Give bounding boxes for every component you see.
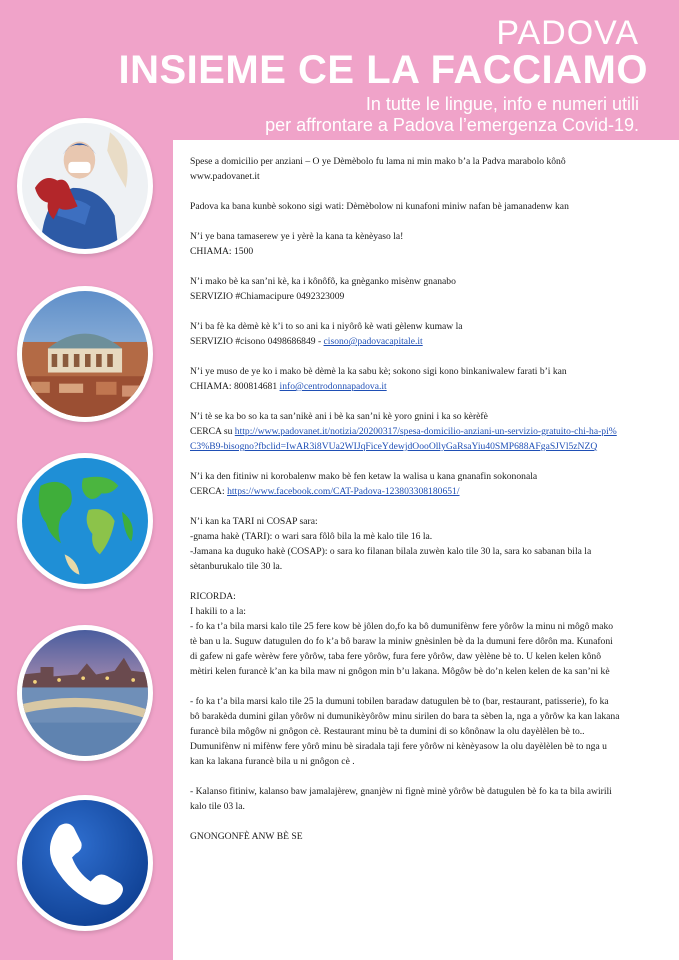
paragraph-symptoms: [190, 229, 620, 259]
padova-city-view-image: [17, 286, 153, 422]
prato-della-valle-image: [17, 625, 153, 761]
padovanet-link[interactable]: http://www.padovanet.it/notizia/20200317/spesa-domicilio-anziani-un-servizio-gratuito-chi-ha-pi%C3%B9-bisogno?fbclid=IwAR3i8VUa2WIJqFiceYdewjdOooOllyGaRsaYiu40SMP688AFgaSJVl5zNZQ: [190, 426, 617, 452]
paragraph-services-info: [190, 199, 620, 214]
paragraph-closing: [190, 829, 620, 844]
text-line: SERVIZIO #Chiamacipure 0492323009: [190, 291, 345, 302]
paragraph-chiamacipure: [190, 274, 620, 304]
text-line: N’i ye muso de ye ko i mako bè dèmè la ka sabu kè; sokono sigi kono binkaniwalew farati b’i kan: [190, 366, 567, 377]
text-line: N’i mako bè ka san’ni kè, ka i kônôfô, ka gnèganko misènw gnanabo: [190, 276, 456, 287]
text-line: N’i tè se ka bo so ka ta san’nikè ani i bè ka san’ni kè yoro gnini i ka so kèrèfè: [190, 411, 488, 422]
text-span: CERCA:: [190, 486, 228, 497]
tagline: [265, 94, 639, 136]
text-line: [190, 484, 620, 499]
email-link-cisono[interactable]: cisono@padovacapitale.it: [323, 336, 423, 347]
text-line: CHIAMA: 1500: [190, 246, 254, 257]
city-name: PADOVA: [496, 14, 639, 52]
globe-image: [17, 453, 153, 589]
text-line: Spese a domicilio per anziani – O ye Dèmèbolo fu lama ni min mako b’a la Padva marabolo kônô: [190, 156, 566, 167]
text-line: www.padovanet.it: [190, 171, 260, 182]
email-link-centrodonna[interactable]: info@centrodonnapadova.it: [279, 381, 387, 392]
text-line: - fo ka t’a bila marsi kalo tile 25 la dumuni tobilen baradaw datugulen bè to (bar, restaurant, patisserie), fo ka bô barakèda dumini gilan yôrôw ni dumunikèyôrôw minu sirilen do bara ta sèben la, nga a yôrôw ka kan lakana furancè bila môgôw ni gnôgon cè. Restaurant minu bè ta dumini di so kônônaw la olu dayèlèlen bè to.. Dumunifènw ni mifènw fere yôrô minu bè siradala taji fere yôrôw ni kènèyasow la olu dayèlèlen bè to nga u kan ka lakana furancè bila u ni gnôgon cè .: [190, 696, 620, 767]
closing-line: GNONGONFÈ ANW BÈ SE: [190, 831, 303, 842]
text-line: RICORDA:: [190, 591, 236, 602]
headline: INSIEME CE LA FACCIAMO: [118, 48, 648, 92]
doctor-holding-italy-image: [17, 118, 153, 254]
text-line: [190, 424, 620, 454]
text-line: N’i ka den fitiniw ni korobalenw mako bè fen ketaw la walisa u kana gnanafin sokononala: [190, 471, 538, 482]
text-line: - fo ka t’a bila marsi kalo tile 25 fere kow bè jôlen do,fo ka bô dumunifènw fere yôrôw la minu ni môgô mako tè ban u la. Suguw datugulen do fo k’a bô baraw la miniw gnèsinlen bè da la dumuni fere dôrôn ma. Kunafoni di gafew ni gafe wèrèw fere yôrôw, taba fere yôrôw, fura fere yôrôw, daw yèlène bè to. U kelen kelen kônô mètiri kelen furancè k’an ka bila maw ni gnôgon min b’u lakana. Môgôw bè do’n kelen kelen de ka san’ni kè: [190, 621, 614, 677]
text-span: CHIAMA: 800814681: [190, 381, 280, 392]
facebook-link[interactable]: https://www.facebook.com/CAT-Padova-123803308180651/: [227, 486, 460, 497]
header-banner: [0, 0, 679, 140]
paragraph-women-violence: [190, 364, 620, 394]
text-line: N’i ba fè ka dèmè kè k’i to so ani ka i niyôrô kè wati gèlenw kumaw la: [190, 321, 463, 332]
paragraph-home-shopping: [190, 154, 620, 184]
text-line: N’i kan ka TARI ni COSAP sara:: [190, 516, 318, 527]
paragraph-ricorda: [190, 589, 620, 814]
text-line: I hakili to a la:: [190, 606, 246, 617]
info-text-column: [190, 154, 620, 859]
paragraph-tari-cosap: [190, 514, 620, 574]
text-line: - Kalanso fitiniw, kalanso baw jamalajèrew, gnanjèw ni fignè minè yôrôw bè datugulen bè fo ka ta bila awirili kalo tile 03 la.: [190, 786, 612, 812]
phone-icon: [17, 795, 153, 931]
paragraph-cisono: [190, 319, 620, 349]
text-line: -gnama hakè (TARI): o wari sara fôlô bila la mè kalo tile 16 la.: [190, 531, 433, 542]
text-line: Padova ka bana kunbè sokono sigi wati: Dèmèbolow ni kunafoni miniw nafan bè jamanadenw kan: [190, 201, 569, 212]
tagline-line-2: per affrontare a Padova l’emergenza Covid-19.: [265, 115, 639, 135]
paragraph-children-elderly: [190, 469, 620, 499]
tagline-line-1: In tutte le lingue, info e numeri utili: [365, 94, 639, 114]
text-line: [190, 334, 620, 349]
text-span: CERCA su: [190, 426, 235, 437]
text-span: SERVIZIO #cisono 0498686849 -: [190, 336, 324, 347]
text-line: [190, 379, 620, 394]
paragraph-shop-delivery: [190, 409, 620, 454]
text-line: -Jamana ka duguko hakè (COSAP): o sara ko filanan bilala zuwèn kalo tile 30 la, sara ko sabanan bila la sètanburukalo tile 30 la.: [190, 546, 592, 572]
text-line: N’i ye bana tamaserew ye i yèrè la kana ta kènèyaso la!: [190, 231, 404, 242]
